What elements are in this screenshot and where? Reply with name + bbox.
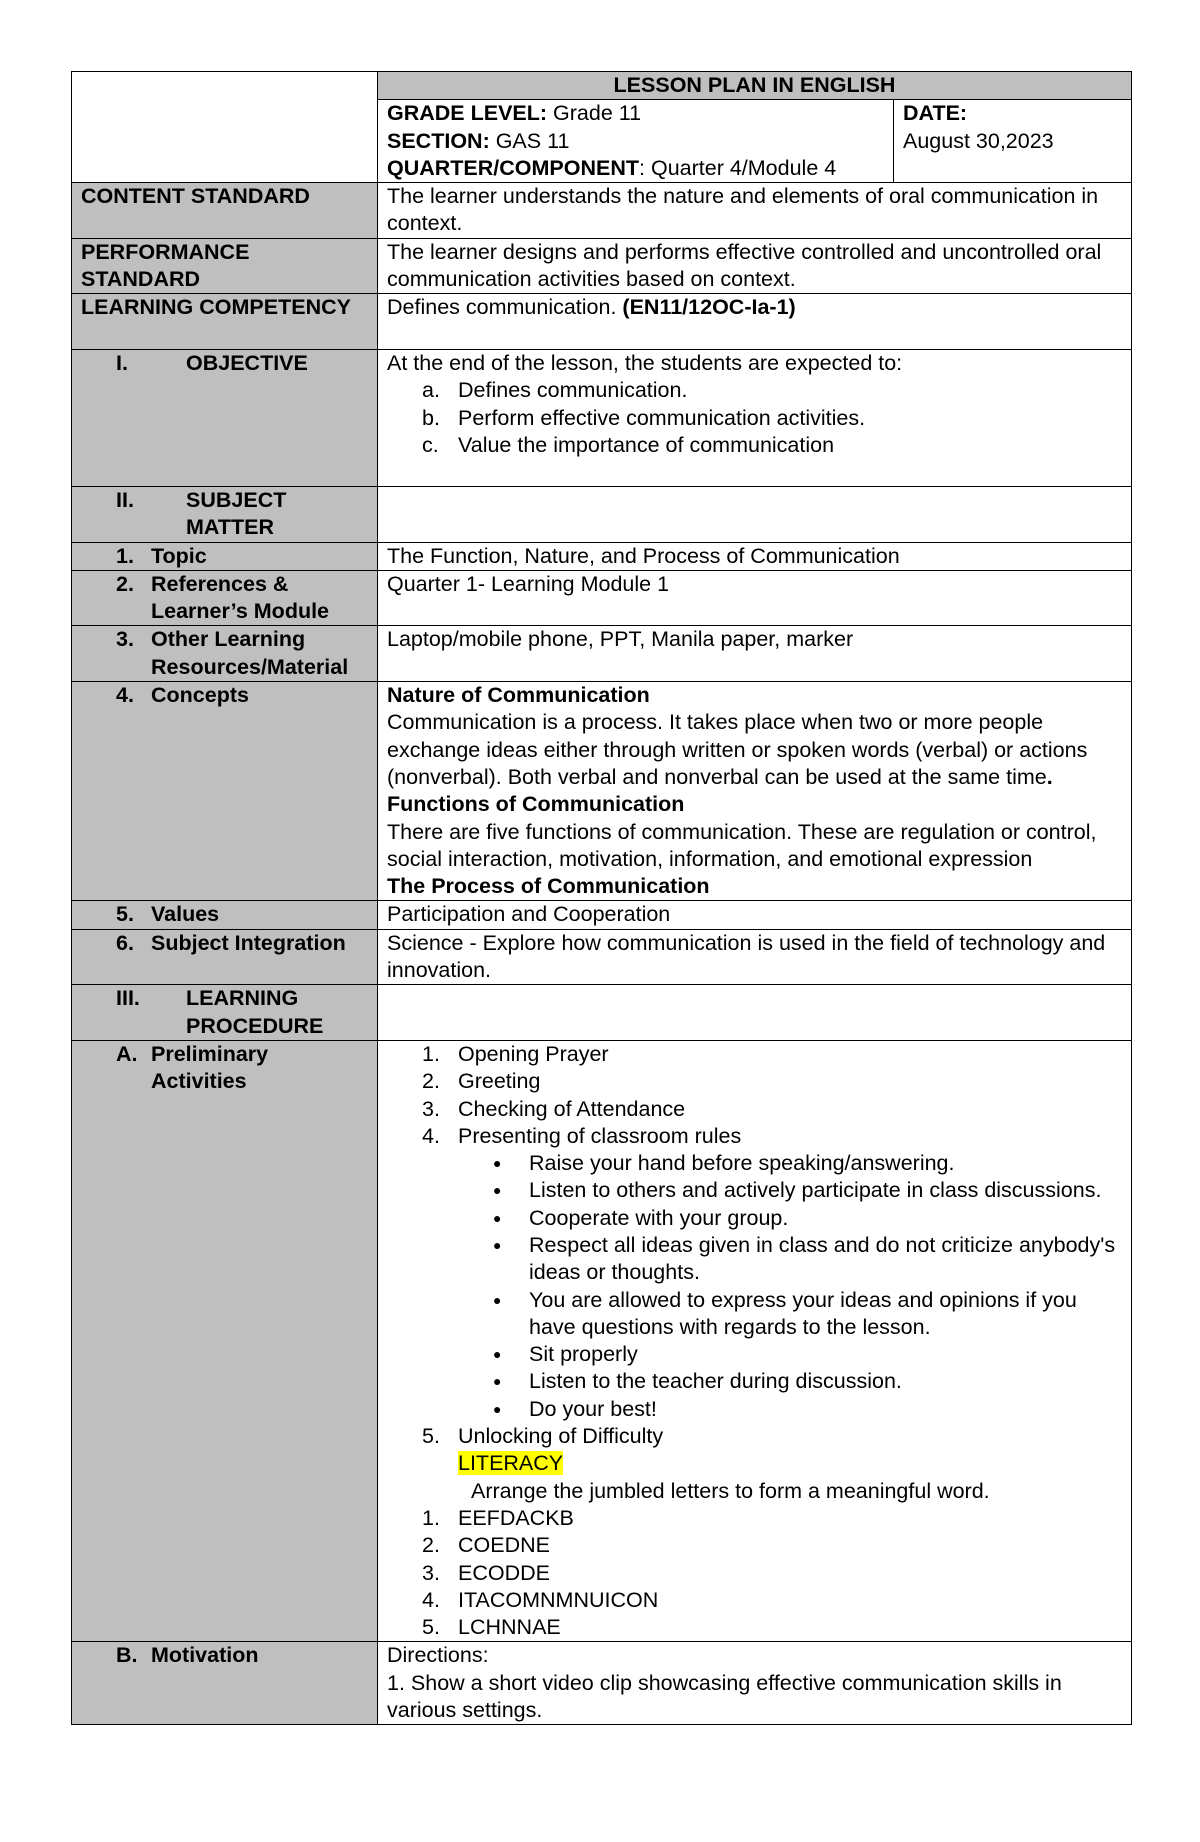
references-label-cell bbox=[72, 570, 378, 626]
objective-item-text: Perform effective communication activities. bbox=[458, 405, 866, 430]
quarter-value: : Quarter 4/Module 4 bbox=[639, 155, 837, 180]
motivation-label-cell bbox=[72, 1642, 378, 1725]
preliminary-num: A. bbox=[116, 1041, 138, 1066]
objective-item bbox=[387, 405, 1122, 432]
jumbled-word-text: ECODDE bbox=[458, 1560, 550, 1585]
performance-standard-text: The learner designs and performs effective controlled and uncontrolled oral communication activities based on context. bbox=[378, 238, 1132, 294]
concepts-cell bbox=[378, 682, 1132, 901]
concepts-paragraph-functions: There are five functions of communication. These are regulation or control, social interaction, motivation, information, and emotional expression bbox=[387, 819, 1097, 871]
procedure-cell bbox=[378, 985, 1132, 1041]
bullet-icon: ● bbox=[493, 1155, 502, 1172]
preliminary-step-marker: 1. bbox=[422, 1041, 440, 1066]
preliminary-step bbox=[387, 1068, 1122, 1095]
rule-text: Do your best! bbox=[529, 1396, 657, 1421]
jumbled-word bbox=[387, 1505, 1122, 1532]
content-standard-text: The learner understands the nature and elements of oral communication in context. bbox=[378, 183, 1132, 239]
rule-text: Listen to others and actively participate in class discussions. bbox=[529, 1178, 1102, 1203]
bullet-icon: ● bbox=[493, 1182, 502, 1199]
page-title: LESSON PLAN IN ENGLISH bbox=[378, 72, 1132, 100]
date-cell bbox=[894, 100, 1132, 183]
section-label: SECTION: bbox=[387, 128, 490, 153]
jumbled-instruction: Arrange the jumbled letters to form a meaningful word. bbox=[471, 1478, 990, 1503]
grade-level-label: GRADE LEVEL: bbox=[387, 101, 548, 126]
subject-matter-label: SUBJECT MATTER bbox=[186, 487, 287, 540]
rule-text: Cooperate with your group. bbox=[529, 1205, 789, 1230]
concepts-label-cell bbox=[72, 682, 378, 901]
objective-label-cell bbox=[72, 349, 378, 486]
performance-standard-label: PERFORMANCE STANDARD bbox=[72, 238, 378, 294]
jumbled-word-text: ITACOMNMNUICON bbox=[458, 1587, 659, 1612]
rule-item bbox=[387, 1287, 1122, 1342]
values-num: 5. bbox=[116, 902, 134, 927]
jumbled-word bbox=[387, 1614, 1122, 1641]
concepts-heading-functions: Functions of Communication bbox=[387, 792, 685, 817]
rule-text: You are allowed to express your ideas and opinions if you have questions with regards to the lesson. bbox=[529, 1287, 1077, 1339]
values-label: Values bbox=[151, 902, 220, 927]
literacy-line bbox=[387, 1450, 1122, 1477]
literacy-highlight: LITERACY bbox=[458, 1451, 564, 1476]
objective-item-text: Defines communication. bbox=[458, 378, 688, 403]
objective-item bbox=[387, 432, 1122, 459]
concepts-paragraph-nature bbox=[387, 709, 1122, 791]
concepts-paragraph-nature-text: Communication is a process. It takes place when two or more people exchange ideas either through written or spoken words (verbal) or actions (nonverbal). Both verbal and nonverbal can be used at the same time bbox=[387, 710, 1088, 789]
jumbled-word-text: LCHNNAE bbox=[458, 1615, 561, 1640]
concepts-heading-process: The Process of Communication bbox=[387, 874, 710, 899]
topic-text: The Function, Nature, and Process of Communication bbox=[378, 542, 1132, 570]
bullet-icon: ● bbox=[493, 1291, 502, 1308]
preliminary-step-marker: 5. bbox=[422, 1424, 440, 1449]
concepts-num: 4. bbox=[116, 683, 134, 708]
preliminary-step-text: Unlocking of Difficulty bbox=[458, 1424, 664, 1449]
preliminary-step-marker: 3. bbox=[422, 1096, 440, 1121]
jumbled-word bbox=[387, 1587, 1122, 1614]
rule-item bbox=[387, 1205, 1122, 1232]
references-num: 2. bbox=[116, 571, 134, 596]
rule-item bbox=[387, 1341, 1122, 1368]
section-value: GAS 11 bbox=[489, 128, 570, 153]
bullet-icon: ● bbox=[493, 1400, 502, 1417]
bullet-icon: ● bbox=[493, 1346, 502, 1363]
jumbled-word-marker: 4. bbox=[422, 1587, 440, 1612]
preliminary-label: Preliminary Activities bbox=[151, 1041, 269, 1094]
objective-item bbox=[387, 377, 1122, 404]
jumbled-word-marker: 3. bbox=[422, 1560, 440, 1585]
preliminary-step bbox=[387, 1123, 1122, 1150]
jumbled-word-text: EEFDACKB bbox=[458, 1505, 574, 1530]
bullet-icon: ● bbox=[493, 1373, 502, 1390]
objective-item-marker: b. bbox=[422, 405, 440, 430]
date-label: DATE: bbox=[903, 101, 968, 126]
section-line bbox=[387, 128, 884, 155]
procedure-label-cell bbox=[72, 985, 378, 1041]
integration-label: Subject Integration bbox=[151, 930, 346, 955]
jumbled-word-marker: 2. bbox=[422, 1533, 440, 1558]
other-resources-text: Laptop/mobile phone, PPT, Manila paper, marker bbox=[378, 626, 1132, 682]
preliminary-step-text: Opening Prayer bbox=[458, 1041, 609, 1066]
topic-num: 1. bbox=[116, 543, 134, 568]
lesson-plan-table bbox=[71, 71, 1132, 1725]
jumbled-word bbox=[387, 1532, 1122, 1559]
topic-label-cell bbox=[72, 542, 378, 570]
values-text: Participation and Cooperation bbox=[378, 901, 1132, 929]
content-standard-label: CONTENT STANDARD bbox=[72, 183, 378, 239]
bullet-icon: ● bbox=[493, 1209, 502, 1226]
learning-competency-code: (EN11/12OC-Ia-1) bbox=[622, 295, 796, 320]
motivation-cell bbox=[378, 1642, 1132, 1725]
jumbled-word-marker: 5. bbox=[422, 1615, 440, 1640]
objective-item-marker: a. bbox=[422, 378, 440, 403]
learning-competency-label: LEARNING COMPETENCY bbox=[72, 294, 378, 350]
rule-text: Sit properly bbox=[529, 1342, 638, 1367]
preliminary-label-cell bbox=[72, 1040, 378, 1642]
objective-intro: At the end of the lesson, the students are expected to: bbox=[387, 350, 903, 375]
subject-matter-label-cell bbox=[72, 486, 378, 542]
topic-label: Topic bbox=[151, 543, 207, 568]
date-value: August 30,2023 bbox=[903, 128, 1054, 153]
objective-num: I. bbox=[116, 350, 128, 375]
learning-competency-cell bbox=[378, 294, 1132, 350]
preliminary-step-text: Greeting bbox=[458, 1069, 541, 1094]
learning-competency-text: Defines communication. bbox=[387, 295, 623, 320]
rule-text: Respect all ideas given in class and do not criticize anybody's ideas or thoughts. bbox=[529, 1232, 1116, 1285]
rule-item bbox=[387, 1150, 1122, 1177]
motivation-num: B. bbox=[116, 1643, 138, 1668]
values-label-cell bbox=[72, 901, 378, 929]
rule-item bbox=[387, 1396, 1122, 1423]
bullet-icon: ● bbox=[493, 1236, 502, 1253]
motivation-text: 1. Show a short video clip showcasing effective communication skills in various settings. bbox=[387, 1670, 1062, 1723]
objective-label: OBJECTIVE bbox=[186, 350, 308, 375]
subject-matter-cell bbox=[378, 486, 1132, 542]
grade-level-value: Grade 11 bbox=[547, 101, 642, 126]
grade-level-line bbox=[387, 100, 884, 127]
integration-num: 6. bbox=[116, 930, 134, 955]
lesson-plan-page bbox=[71, 71, 1131, 1725]
preliminary-step-marker: 2. bbox=[422, 1069, 440, 1094]
other-resources-label-cell bbox=[72, 626, 378, 682]
other-resources-label: Other Learning Resources/Material bbox=[151, 627, 349, 679]
quarter-line bbox=[387, 155, 884, 182]
concepts-heading-nature: Nature of Communication bbox=[387, 683, 650, 708]
quarter-label: QUARTER/COMPONENT bbox=[387, 155, 640, 180]
preliminary-cell bbox=[378, 1040, 1132, 1642]
rule-text: Listen to the teacher during discussion. bbox=[529, 1369, 902, 1394]
objective-item-marker: c. bbox=[422, 432, 439, 457]
jumbled-word bbox=[387, 1560, 1122, 1587]
rule-item bbox=[387, 1368, 1122, 1395]
subject-matter-num: II. bbox=[116, 487, 134, 512]
preliminary-step bbox=[387, 1041, 1122, 1068]
preliminary-step-text: Checking of Attendance bbox=[458, 1096, 686, 1121]
integration-text: Science - Explore how communication is used in the field of technology and innovation. bbox=[378, 929, 1132, 985]
preliminary-step bbox=[387, 1096, 1122, 1123]
preliminary-step-text: Presenting of classroom rules bbox=[458, 1123, 742, 1148]
objective-item-text: Value the importance of communication bbox=[458, 432, 835, 457]
references-label: References & Learner’s Module bbox=[151, 571, 330, 624]
motivation-label: Motivation bbox=[151, 1643, 259, 1668]
integration-label-cell bbox=[72, 929, 378, 985]
references-text: Quarter 1- Learning Module 1 bbox=[378, 570, 1132, 626]
other-resources-num: 3. bbox=[116, 627, 134, 652]
rule-item bbox=[387, 1232, 1122, 1287]
objective-cell bbox=[378, 349, 1132, 486]
procedure-label: LEARNING PROCEDURE bbox=[186, 986, 324, 1038]
procedure-num: III. bbox=[116, 986, 140, 1011]
preliminary-step-marker: 4. bbox=[422, 1123, 440, 1148]
jumbled-word-text: COEDNE bbox=[458, 1533, 550, 1558]
rule-item bbox=[387, 1177, 1122, 1204]
preliminary-step bbox=[387, 1423, 1122, 1450]
motivation-directions: Directions: bbox=[387, 1643, 489, 1668]
concepts-paragraph-nature-end: . bbox=[1046, 764, 1053, 789]
header-blank-cell bbox=[72, 72, 378, 183]
rule-text: Raise your hand before speaking/answering. bbox=[529, 1151, 955, 1176]
concepts-label: Concepts bbox=[151, 683, 249, 708]
grade-section-quarter-cell bbox=[378, 100, 894, 183]
jumbled-word-marker: 1. bbox=[422, 1505, 440, 1530]
